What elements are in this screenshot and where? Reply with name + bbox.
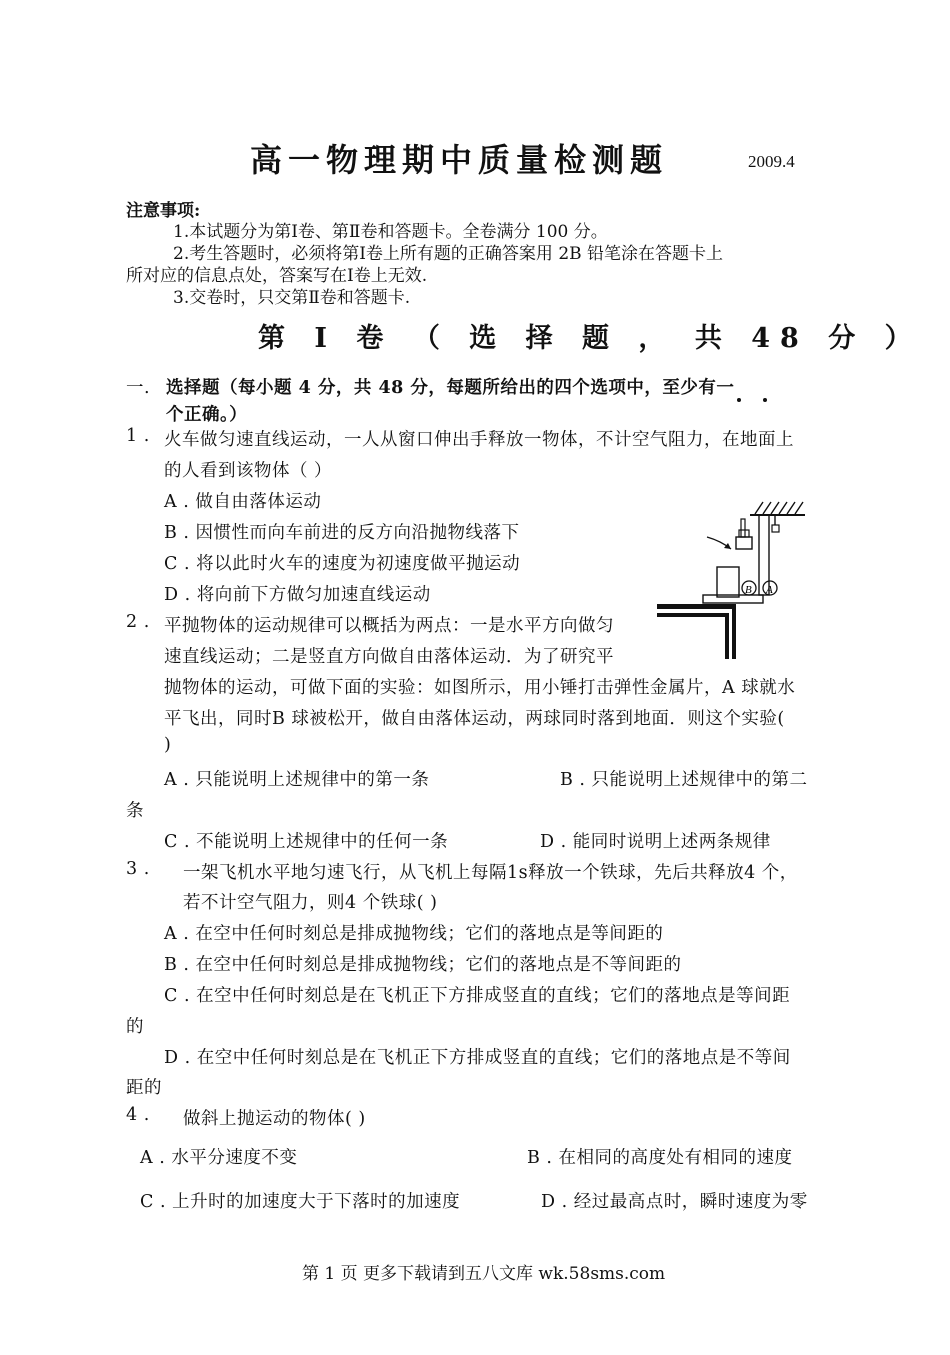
q2-stem-line4: 平飞出，同时B 球被松开，做自由落体运动，两球同时落到地面．则这个实验(: [164, 709, 785, 729]
section-title: 第 Ⅰ 卷 （ 选 择 题 ， 共 48 分 ）: [258, 323, 922, 354]
note-item-3: 3.交卷时，只交第Ⅱ卷和答题卡.: [173, 288, 411, 308]
ball-a-label: A: [766, 584, 773, 596]
q1-option-b: B . 因惯性而向车前进的反方向沿抛物线落下: [164, 523, 520, 543]
page-title: 高一物理期中质量检测题: [250, 141, 669, 179]
experiment-figure: [655, 497, 810, 659]
part-lead: 一.: [126, 378, 151, 398]
q2-option-b: B . 只能说明上述规律中的第二: [560, 770, 808, 790]
q2-stem-line3: 抛物体的运动，可做下面的实验：如图所示，用小锤打击弹性金属片，A 球就水: [164, 678, 796, 698]
q4-option-a: A . 水平分速度不变: [140, 1148, 298, 1168]
exam-date: 2009.4: [748, 152, 795, 171]
q3-stem-cont: 若不计空气阻力，则4 个铁球( ): [183, 893, 438, 913]
q1-option-a: A . 做自由落体运动: [164, 492, 322, 512]
emphasis-dot: [737, 398, 741, 402]
q3-option-d: D . 在空中任何时刻总是在飞机正下方排成竖直的直线；它们的落地点是不等间: [164, 1048, 791, 1068]
q3-option-d-cont: 距的: [126, 1078, 162, 1098]
note-item-1: 1.本试题分为第Ⅰ卷、第Ⅱ卷和答题卡。全卷满分 100 分。: [173, 222, 608, 242]
q2-option-d: D . 能同时说明上述两条规律: [540, 832, 771, 852]
page-footer: 第 1 页 更多下载请到五八文库 wk.58sms.com: [302, 1264, 666, 1284]
q2-stem-line2: 速直线运动；二是竖直方向做自由落体运动．为了研究平: [164, 647, 614, 667]
q4-option-d: D . 经过最高点时，瞬时速度为零: [541, 1192, 808, 1212]
q2-number: 2 .: [126, 612, 150, 632]
ball-b-label: B: [745, 584, 752, 596]
q4-number: 4 .: [126, 1105, 150, 1125]
q1-stem-cont: 的人看到该物体（ ）: [164, 461, 333, 481]
q4-stem: 做斜上抛运动的物体( ): [183, 1109, 366, 1129]
q1-number: 1 .: [126, 426, 150, 446]
note-item-2-cont: 所对应的信息点处，答案写在Ⅰ卷上无效.: [126, 266, 428, 286]
q3-stem: 一架飞机水平地匀速飞行，从飞机上每隔1s释放一个铁球，先后共释放4 个，: [183, 863, 798, 883]
q3-number: 3 .: [126, 859, 150, 879]
q4-option-c: C . 上升时的加速度大于下落时的加速度: [140, 1192, 461, 1212]
q3-option-a: A . 在空中任何时刻总是排成抛物线；它们的落地点是等间距的: [164, 924, 664, 944]
q2-option-b-cont: 条: [126, 801, 144, 821]
q2-option-a: A . 只能说明上述规律中的第一条: [164, 770, 430, 790]
q2-stem: 平抛物体的运动规律可以概括为两点：一是水平方向做匀: [164, 616, 614, 636]
q1-stem: 火车做匀速直线运动，一人从窗口伸出手释放一物体，不计空气阻力，在地面上: [164, 430, 794, 450]
q2-option-c: C . 不能说明上述规律中的任何一条: [164, 832, 449, 852]
q3-option-c: C . 在空中任何时刻总是在飞机正下方排成竖直的直线；它们的落地点是等间距: [164, 986, 791, 1006]
emphasis-dot: [763, 398, 767, 402]
q3-option-c-cont: 的: [126, 1017, 144, 1037]
part-instructions: 选择题（每小题 4 分，共 48 分，每题所给出的四个选项中，至少有一: [166, 378, 735, 398]
q3-option-b: B . 在空中任何时刻总是排成抛物线；它们的落地点是不等间距的: [164, 955, 682, 975]
notes-heading: 注意事项:: [126, 201, 201, 221]
q4-option-b: B . 在相同的高度处有相同的速度: [527, 1148, 793, 1168]
q2-stem-line5: ): [164, 735, 172, 755]
q1-option-c: C . 将以此时火车的速度为初速度做平抛运动: [164, 554, 521, 574]
part-instructions-cont: 个正确。）: [166, 405, 248, 425]
note-item-2: 2.考生答题时，必须将第Ⅰ卷上所有题的正确答案用 2B 铅笔涂在答题卡上: [173, 244, 724, 264]
q1-option-d: D . 将向前下方做匀加速直线运动: [164, 585, 431, 605]
